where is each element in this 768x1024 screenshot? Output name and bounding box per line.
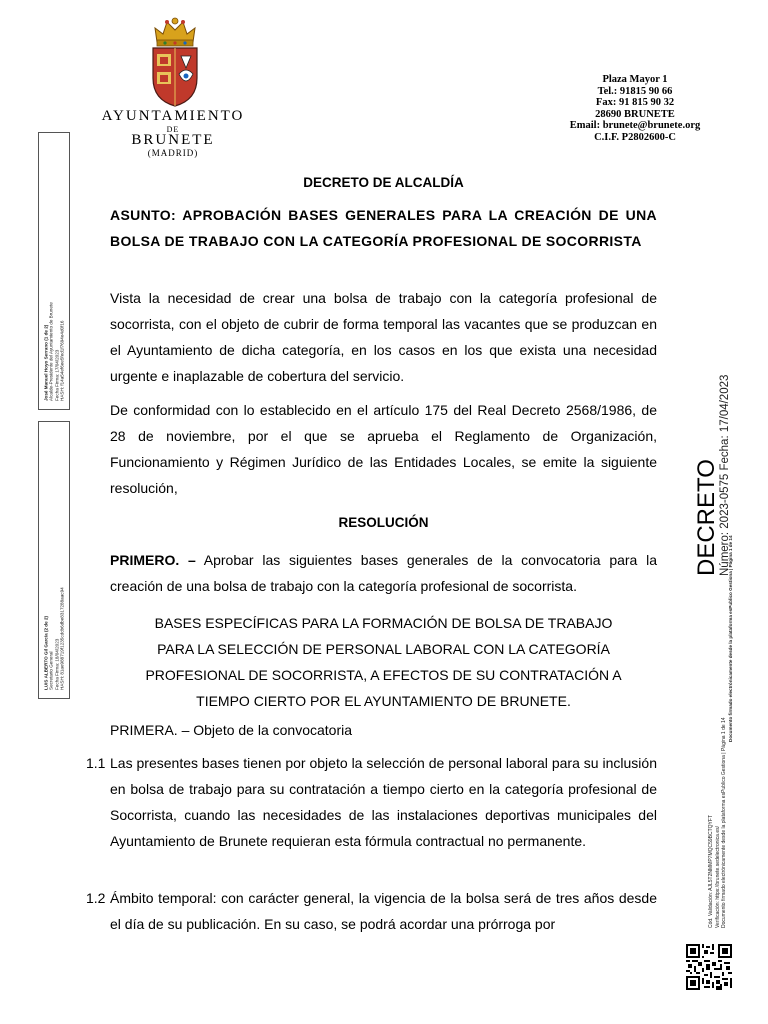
signature-2-name: LUIS ALBERTO Gil García (2 de 2) bbox=[43, 615, 49, 690]
clause-1-2-text: Ámbito temporal: con carácter general, la vigencia de la bolsa será de tres años desde el día de su publicación. En su caso, se podrá acordar una prórroga por bbox=[110, 890, 657, 932]
ayuntamiento-label: AYUNTAMIENTO bbox=[101, 108, 245, 124]
bases-line-2: PARA LA SELECCIÓN DE PERSONAL LABORAL CON LA CATEGORÍA bbox=[157, 641, 610, 657]
ayuntamiento-de: DE bbox=[166, 125, 180, 134]
contact-fax: Fax: 91 815 90 32 bbox=[595, 97, 675, 109]
province-label: (MADRID) bbox=[147, 148, 199, 158]
signature-1-role: Alcalde-Presidente del Ayuntamiento de Brunete bbox=[48, 302, 54, 401]
resolution-heading: RESOLUCIÓN bbox=[338, 515, 429, 530]
contact-email: Email: brunete@brunete.org bbox=[569, 120, 701, 132]
signature-box-2 bbox=[38, 421, 70, 699]
signature-1-date: Fecha Firma: 17/04/2023 bbox=[54, 349, 59, 401]
decreto-margin-label: DECRETO bbox=[693, 459, 720, 576]
contact-address: Plaza Mayor 1 bbox=[602, 74, 668, 85]
clause-1-1-number: 1.1 bbox=[86, 755, 106, 771]
signature-2-date: Fecha Firma: 18/04/2023 bbox=[54, 638, 59, 690]
csv-signed-note: Documento firmado electrónicamente desde la plataforma esPublico Gestiona | Página 1 de 14 bbox=[721, 717, 728, 928]
signature-box-1 bbox=[38, 132, 70, 410]
town-name: BRUNETE bbox=[131, 132, 215, 148]
contact-postal: 28690 BRUNETE bbox=[595, 108, 675, 120]
csv-validation-block bbox=[708, 717, 728, 928]
clause-1-2-number: 1.2 bbox=[86, 890, 106, 906]
bases-line-1: BASES ESPECÍFICAS PARA LA FORMACIÓN DE BOLSA DE TRABAJO bbox=[154, 615, 613, 631]
page-note: Documento firmado electrónicamente desde la plataforma esPublico Gestiona | Página 1 de 14 bbox=[728, 535, 733, 742]
signature-2-role: Secretario General bbox=[48, 651, 54, 690]
signature-2-text bbox=[43, 430, 64, 690]
clause-1-1 bbox=[86, 750, 657, 854]
subject-heading: ASUNTO: APROBACIÓN BASES GENERALES PARA LA CREACIÓN DE UNA BOLSA DE TRABAJO CON LA CATEGORÍA PROFESIONAL DE SOCORRISTA bbox=[110, 207, 657, 249]
clause-1-2 bbox=[86, 885, 657, 937]
bases-line-4: TIEMPO CIERTO POR EL AYUNTAMIENTO DE BRUNETE. bbox=[196, 693, 571, 709]
coat-of-arms-logo bbox=[147, 16, 203, 108]
csv-verification-url: Verificación: https://brunete.sedelectronica.es/ bbox=[714, 825, 721, 928]
bases-line-3: PROFESIONAL DE SOCORRISTA, A EFECTOS DE SU CONTRATACIÓN A bbox=[145, 667, 622, 683]
qr-code-icon bbox=[686, 944, 732, 990]
contact-block bbox=[540, 74, 730, 144]
primero-label: PRIMERO. – bbox=[110, 552, 196, 568]
paragraph-primero bbox=[110, 547, 657, 599]
section-primera-heading: PRIMERA. – Objeto de la convocatoria bbox=[110, 722, 353, 738]
signature-1-text bbox=[43, 141, 64, 401]
contact-phone: Tel.: 91815 90 66 bbox=[597, 85, 673, 97]
primero-text: Aprobar las siguientes bases generales de la convocatoria para la creación de una bolsa de trabajo con la categoría profesional de socorrista. bbox=[110, 552, 657, 594]
csv-code: Cód. Validación: AJL5T2NMMP7MQC59BCTQYFT bbox=[708, 814, 714, 928]
bases-heading bbox=[110, 610, 657, 714]
paragraph-conformidad: De conformidad con lo establecido en el artículo 175 del Real Decreto 2568/1986, de 28 de noviembre, por el que se aprueba el Reglamento de Organización, Funcionamiento y Régimen Jurídico de las Entidades Locales, se emite la siguiente resolución, bbox=[110, 402, 657, 496]
decree-title: DECRETO DE ALCALDÍA bbox=[303, 175, 464, 190]
signature-1-hash: HASH: f14a54ef6ee5fed1f7694e4d0f16 bbox=[59, 320, 65, 401]
signature-1-name: José Manuel Hoyo Serrano (1 de 2) bbox=[43, 324, 49, 401]
clause-1-1-text: Las presentes bases tienen por objeto la selección de personal laboral para su inclusión en bolsa de trabajo para su contratación a tiempo cierto en la categoría profesional de Socorrista, cuando las necesidades de las instalaciones deportivas municipales del Ayuntamiento de Brunete requieran esta fórmula contractual no permanente. bbox=[110, 755, 657, 849]
contact-cif: C.I.F. P2802600-C bbox=[594, 131, 676, 143]
decreto-number-date: Número: 2023-0575 Fecha: 17/04/2023 bbox=[719, 374, 731, 576]
signature-2-hash: HASH: 81ae988719f1235cdcb6dbe8317288aac94 bbox=[59, 587, 65, 690]
paragraph-necesidad: Vista la necesidad de crear una bolsa de trabajo con la categoría profesional de socorrista, con el objeto de cubrir de forma temporal las vacantes que se produzcan en el Ayuntamiento de dicha categoría, en los casos en los que exista una necesidad urgente e inaplazable de cobertura del servicio. bbox=[110, 290, 657, 384]
